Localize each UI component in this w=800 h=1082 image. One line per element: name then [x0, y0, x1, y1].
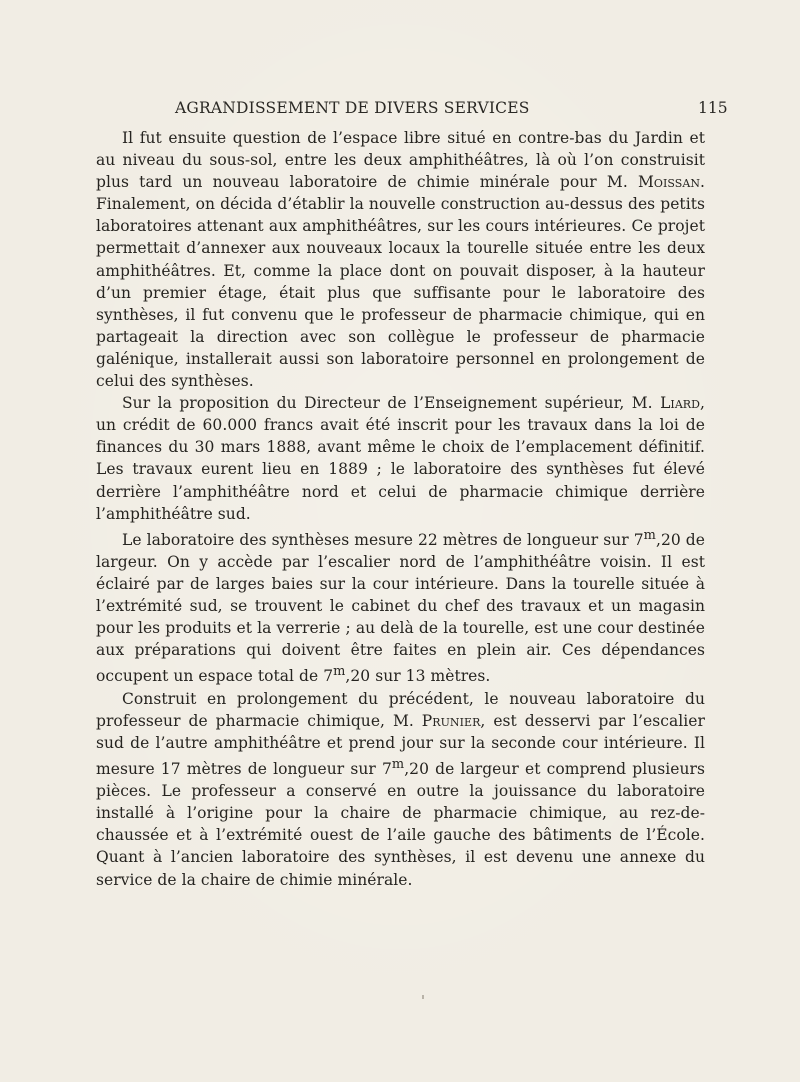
paragraph-1 [96, 127, 705, 392]
unit-superscript: m [333, 664, 346, 680]
unit-superscript: m [643, 527, 656, 543]
running-head-title: AGRANDISSEMENT DE DIVERS SERVICES [175, 99, 530, 117]
text-span: . Finalement, on décida d’établir la nouvelle construction au-dessus des petits laboratoires attenant aux amphithéâtres, sur les cours intérieures. Ce projet permettait d’annexer aux nouveaux locaux la tourelle située entre les deux amphithéâtres. Et, comme la place dont on pouvait disposer, à la hauteur d’un premier étage, était plus que suffisante pour le laboratoire des synthèses, il fut convenu que le professeur de pharmacie chimique, qui en partageait la direction avec son collègue le professeur de pharmacie galénique, installerait aussi son laboratoire personnel en prolongement de celui des synthèses. [96, 173, 705, 391]
text-span: ,20 sur 13 mètres. [345, 667, 491, 686]
text-span: Le laboratoire des synthèses mesure 22 mètres de longueur sur 7 [122, 530, 644, 549]
person-name-prunier: Prunier [421, 711, 481, 730]
text-span: , est desservi par l’escalier sud de l’autre amphithéâtre et prend jour sur la seconde cour intérieure. Il mesure 17 mètres de longueur sur 7 [96, 711, 705, 779]
text-span: Il fut ensuite question de l’espace libre situé en contre-bas du Jardin et au niveau du sous-sol, entre les deux amphithéâtres, là où l’on construisit plus tard un nouveau laboratoire de chimie minérale pour M. [96, 129, 705, 192]
running-head [0, 99, 800, 123]
unit-superscript: m [391, 756, 405, 772]
paragraph-4 [96, 688, 705, 891]
text-span: Construit en prolongement du précédent, le nouveau laboratoire du professeur de pharmacie chimique, M. [96, 689, 705, 730]
person-name-liard: Liard [660, 394, 701, 413]
paragraph-2 [96, 392, 705, 525]
body-text [96, 127, 705, 891]
text-span: Sur la proposition du Directeur de l’Enseignement supérieur, M. [122, 394, 661, 413]
page-number: 115 [698, 99, 728, 117]
text-span: , un crédit de 60.000 francs avait été inscrit pour les travaux dans la loi de finances du 30 mars 1888, avant même le choix de l’emplacement définitif. Les travaux eurent lieu en 1889 ; le laboratoire des synthèses fut élevé derrière l’amphithéâtre nord et celui de pharmacie chimique derrière l’amphithéâtre sud. [96, 394, 705, 523]
paper-speck [422, 995, 424, 999]
person-name-moissan: Moissan [637, 173, 701, 192]
text-span: ,20 de largeur. On y accède par l’escalier nord de l’amphithéâtre voisin. Il est éclairé par de larges baies sur la cour intérieure. Dans la tourelle située à l’extrémité sud, se trouvent le cabinet du chef des travaux et un magasin pour les produits et la verrerie ; au delà de la tourelle, est une cour destinée aux préparations qui doivent être faites en plein air. Ces dépendances occupent un espace total de 7 [96, 530, 705, 686]
paragraph-3 [96, 525, 705, 688]
text-span: ,20 de largeur et comprend plusieurs pièces. Le professeur a conservé en outre la jouissance du laboratoire installé à l’origine pour la chaire de pharmacie chimique, au rez-de-chaussée et à l’extrémité ouest de l’aile gauche des bâtiments de l’École. Quant à l’ancien laboratoire des synthèses, il est devenu une annexe du service de la chaire de chimie minérale. [96, 760, 705, 889]
